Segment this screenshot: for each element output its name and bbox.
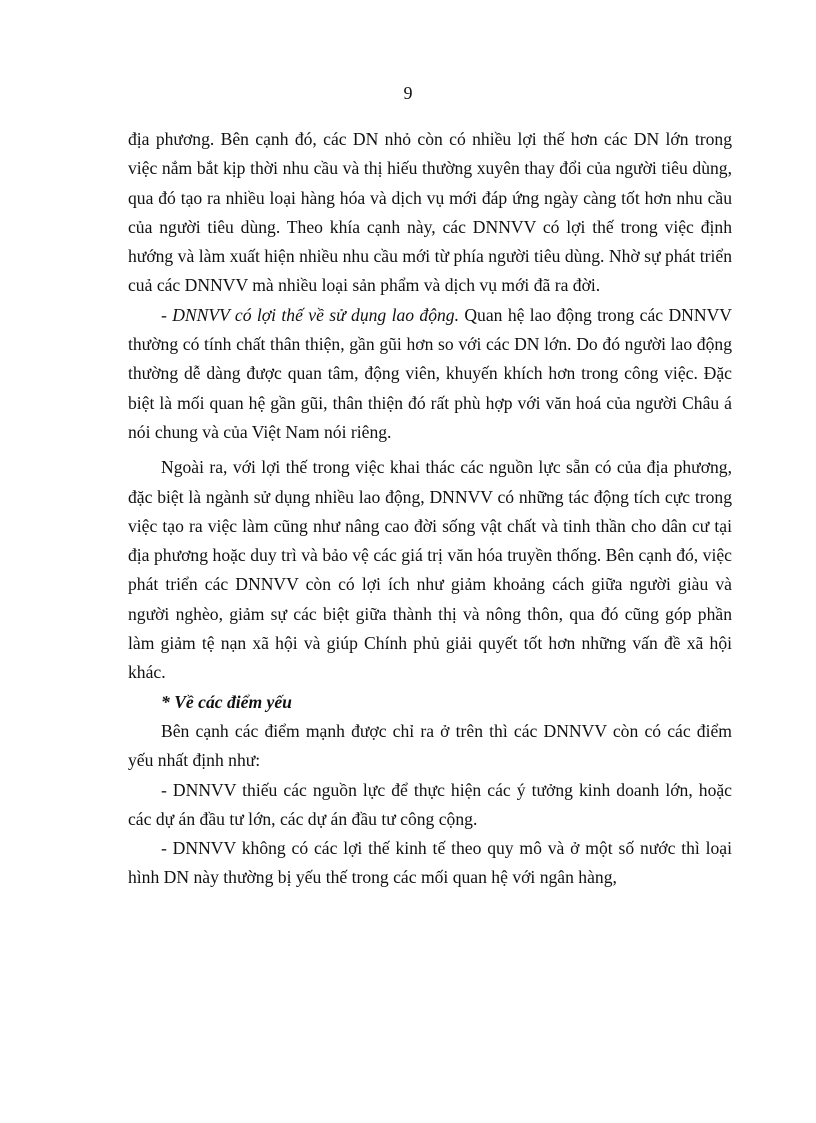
body-text [128, 125, 732, 893]
paragraph-weakness-resources: - DNNVV thiếu các nguồn lực để thực hiện các ý tưởng kinh doanh lớn, hoặc các dự án đầu tư lớn, các dự án đầu tư công cộng. [128, 779, 732, 829]
paragraph-local-impact: Ngoài ra, với lợi thế trong việc khai thác các nguồn lực sẵn có của địa phương, đặc biệt là ngành sử dụng nhiều lao động, DNNVV có những tác động tích cực trong việc tạo ra việc làm cũng như nâng cao đời sống vật chất và tinh thần cho dân cư tại địa phương hoặc duy trì và bảo vệ các giá trị văn hóa truyền thống. Bên cạnh đó, việc phát triển các DNNVV còn có lợi ích như giảm khoảng cách giữa người giàu và người nghèo, giảm sự các biệt giữa thành thị và nông thôn, qua đó cũng góp phần làm giảm tệ nạn xã hội và giúp Chính phủ giải quyết tốt hơn những vấn đề xã hội khác. [128, 457, 732, 683]
page-number: 9 [403, 83, 413, 103]
paragraph-continuation: địa phương. Bên cạnh đó, các DN nhỏ còn có nhiều lợi thế hơn các DN lớn trong việc nắm bắt kịp thời nhu cầu và thị hiếu thường xuyên thay đổi của người tiêu dùng, qua đó tạo ra nhiều loại hàng hóa và dịch vụ mới đáp ứng ngày càng tốt hơn nhu cầu của người tiêu dùng. Theo khía cạnh này, các DNNVV có lợi thế trong việc định hướng và làm xuất hiện nhiều nhu cầu mới từ phía người tiêu dùng. Nhờ sự phát triển cuả các DNNVV mà nhiều loại sản phẩm và dịch vụ mới đã ra đời. [128, 129, 732, 296]
paragraph-weaknesses-intro: Bên cạnh các điểm mạnh được chỉ ra ở trên thì các DNNVV còn có các điểm yếu nhất định như: [128, 720, 732, 771]
paragraph-body: Quan hệ lao động trong các DNNVV thường có tính chất thân thiện, gần gũi hơn so với các DN lớn. Do đó người lao động thường dễ dàng được quan tâm, động viên, khuyến khích hơn trong công việc. Đặc biệt là mối quan hệ gần gũi, thân thiện đó rất phù hợp với văn hoá của người Châu á nói chung và của Việt Nam nói riêng. [128, 304, 732, 442]
paragraph-labor-advantage [128, 301, 732, 447]
paragraph-weakness-scale: - DNNVV không có các lợi thế kinh tế theo quy mô và ở một số nước thì loại hình DN này thường bị yếu thế trong các mối quan hệ với ngân hàng, [128, 838, 732, 888]
section-heading-weaknesses: * Về các điểm yếu [161, 691, 292, 712]
paragraph-lead-italic: - DNNVV có lợi thế về sử dụng lao động. [161, 304, 459, 325]
